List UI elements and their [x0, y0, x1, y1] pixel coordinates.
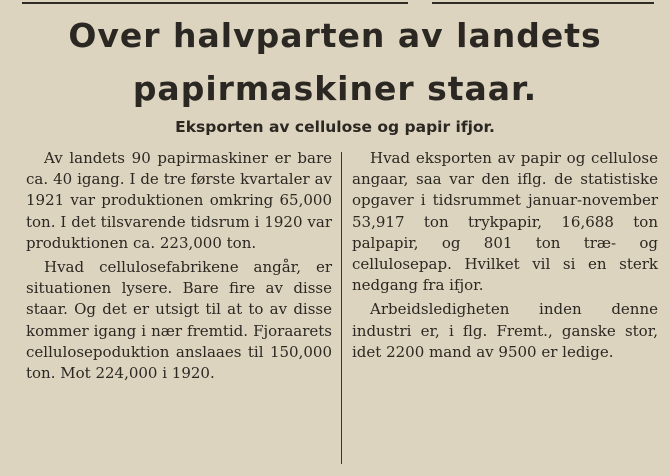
top-rule-right: [432, 2, 654, 4]
top-rule: [22, 2, 408, 4]
column-divider: [341, 152, 342, 464]
left-paragraph-2: Hvad cellulosefabrikene angår, er situationen lysere. Bare fire av disse staar. Og det er utsigt til at to av disse kommer igang i nær fremtid. Fjoraarets cellulosepoduktion anslaaes til 150,000 ton. Mot 224,000 i 1920.: [26, 258, 332, 383]
left-paragraph-1: Av landets 90 papirmaskiner er bare ca. 40 igang. I de tre første kvartaler av 1921 var produktionen omkring 65,000 ton. I det tilsvarende tidsrum i 1920 var produktionen ca. 223,000 ton.: [26, 149, 332, 252]
right-column: [352, 148, 658, 366]
right-paragraph-1: Hvad eksporten av papir og cellulose angaar, saa var den iflg. de statistiske opgaver i tidsrummet januar-november 53,917 ton trykpapir, 16,688 ton palpapir, og 801 ton træ- og cellulosepap. Hvilket vil si en sterk nedgang fra ifjor.: [352, 149, 658, 295]
right-paragraph-2: Arbeidsledigheten inden denne industri er, i flg. Fremt., ganske stor, idet 2200 mand av 9500 er ledige.: [352, 300, 658, 361]
headline-line-2: papirmaskiner staar.: [132, 69, 538, 108]
headline-line-1: Over halvparten av landets: [68, 16, 602, 55]
subheadline: Eksporten av cellulose og papir ifjor.: [175, 118, 495, 136]
left-column: [26, 148, 332, 387]
